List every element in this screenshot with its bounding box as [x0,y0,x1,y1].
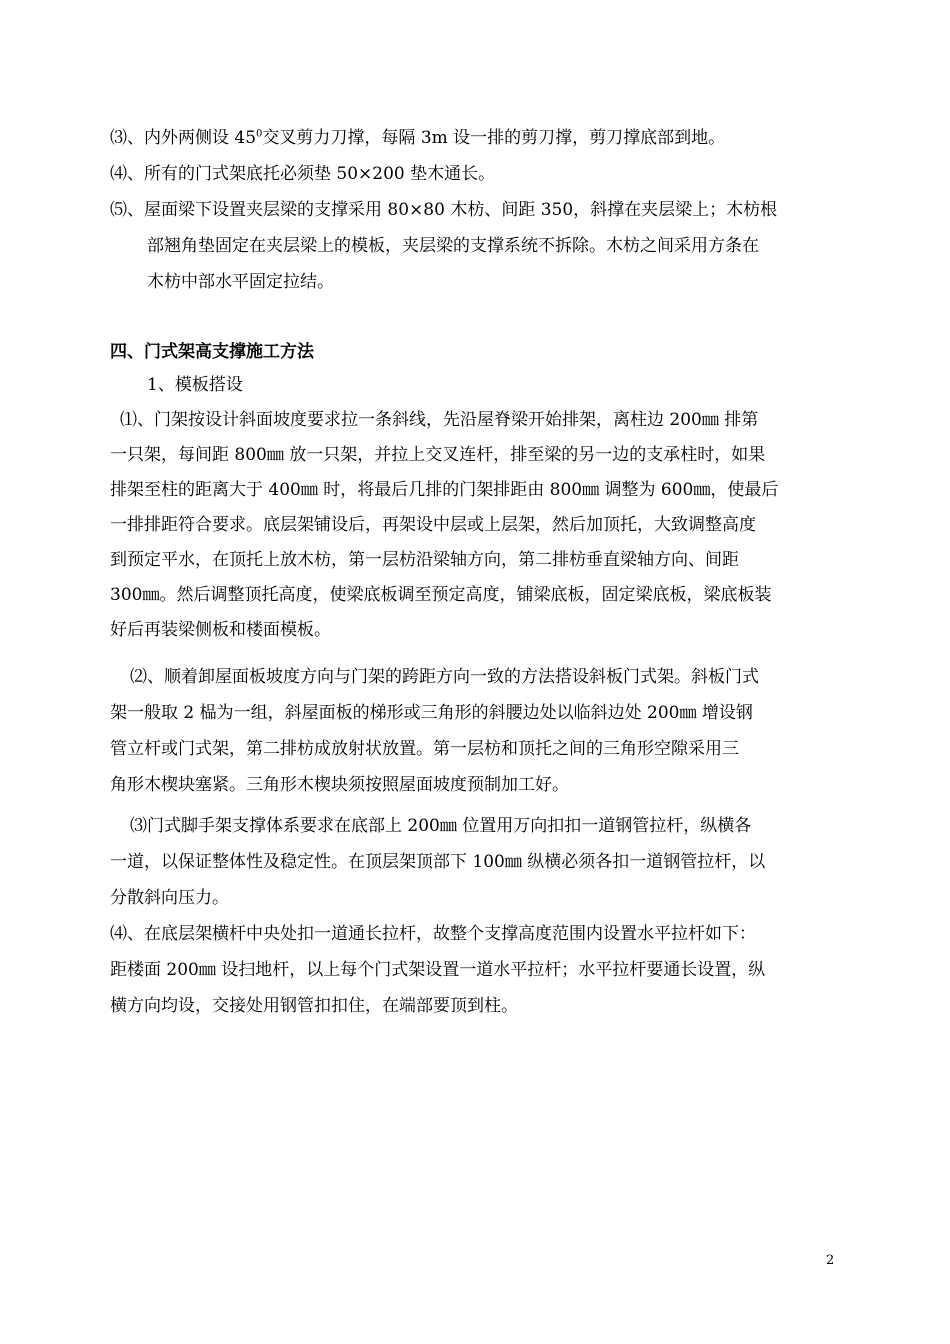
para-3-line-3: 分散斜向压力。 [110,888,229,908]
para-3-line-1: ⑶门式脚手架支撑体系要求在底部上 200㎜ 位置用万向扣扣一道钢管拉杆，纵横各 [130,816,752,836]
subsection-1-heading: 1、模板搭设 [147,375,243,395]
item-3-line-1: ⑶、内外两侧设 $45^0$交叉剪力刀撑，每隔 3m 设一排的剪刀撑，剪刀撑底部到地。 [110,128,726,148]
para-4-line-2: 距楼面 200㎜ 设扫地杆，以上每个门式架设置一道水平拉杆；水平拉杆要通长设置，纵 [110,960,766,980]
para-2-line-2: 架一般取 2 榀为一组，斜屋面板的梯形或三角形的斜腰边处以临斜边处 200㎜ 增设钢 [110,703,753,723]
item-5-line-2: 部翘角垫固定在夹层梁上的模板，夹层梁的支撑系统不拆除。木枋之间采用方条在 [147,236,759,256]
section-4-heading: 四、门式架高支撑施工方法 [110,342,314,362]
item-5-line-1: ⑸、屋面梁下设置夹层梁的支撑采用 80×80 木枋、间距 350，斜撑在夹层梁上；木枋根 [110,200,778,220]
para-1-line-6: 300㎜。然后调整顶托高度，使梁底板调至预定高度，铺梁底板，固定梁底板，梁底板装 [110,585,772,605]
para-2-line-3: 管立杆或门式架，第二排枋成放射状放置。第一层枋和顶托之间的三角形空隙采用三 [110,739,739,759]
para-4-line-1: ⑷、在底层架横杆中央处扣一道通长拉杆，故整个支撑高度范围内设置水平拉杆如下： [110,924,756,944]
degree-superscript: 0 [256,128,263,140]
para-1-line-3: 排架至柱的距离大于 400㎜ 时，将最后几排的门架排距由 800㎜ 调整为 600㎜，使最后 [110,480,779,500]
para-1-line-2: 一只架，每间距 800㎜ 放一只架，并拉上交叉连杆，排至梁的另一边的支承柱时，如果 [110,445,766,465]
para-1-line-1: ⑴、门架按设计斜面坡度要求拉一条斜线，先沿屋脊梁开始排架，离柱边 200㎜ 排第 [120,410,759,430]
para-1-line-5: 到预定平水，在顶托上放木枋，第一层枋沿梁轴方向，第二排枋垂直梁轴方向、间距 [110,550,739,570]
para-3-line-2: 一道，以保证整体性及稳定性。在顶层架顶部下 100㎜ 纵横必须各扣一道钢管拉杆，以 [110,852,766,872]
para-4-line-3: 横方向均设，交接处用钢管扣扣住，在端部要顶到柱。 [110,996,518,1016]
page-number: 2 [826,1253,835,1268]
para-2-line-1: ⑵、顺着卸屋面板坡度方向与门架的跨距方向一致的方法搭设斜板门式架。斜板门式 [130,667,759,687]
para-1-line-7: 好后再装梁侧板和楼面模板。 [110,620,331,640]
para-2-line-4: 角形木楔块塞紧。三角形木楔块须按照屋面坡度预制加工好。 [110,775,569,795]
item-5-line-3: 木枋中部水平固定拉结。 [147,272,334,292]
para-1-line-4: 一排排距符合要求。底层架铺设后，再架设中层或上层架，然后加顶托，大致调整高度 [110,515,756,535]
item-4-line-1: ⑷、所有的门式架底托必须垫 50×200 垫木通长。 [110,164,496,184]
